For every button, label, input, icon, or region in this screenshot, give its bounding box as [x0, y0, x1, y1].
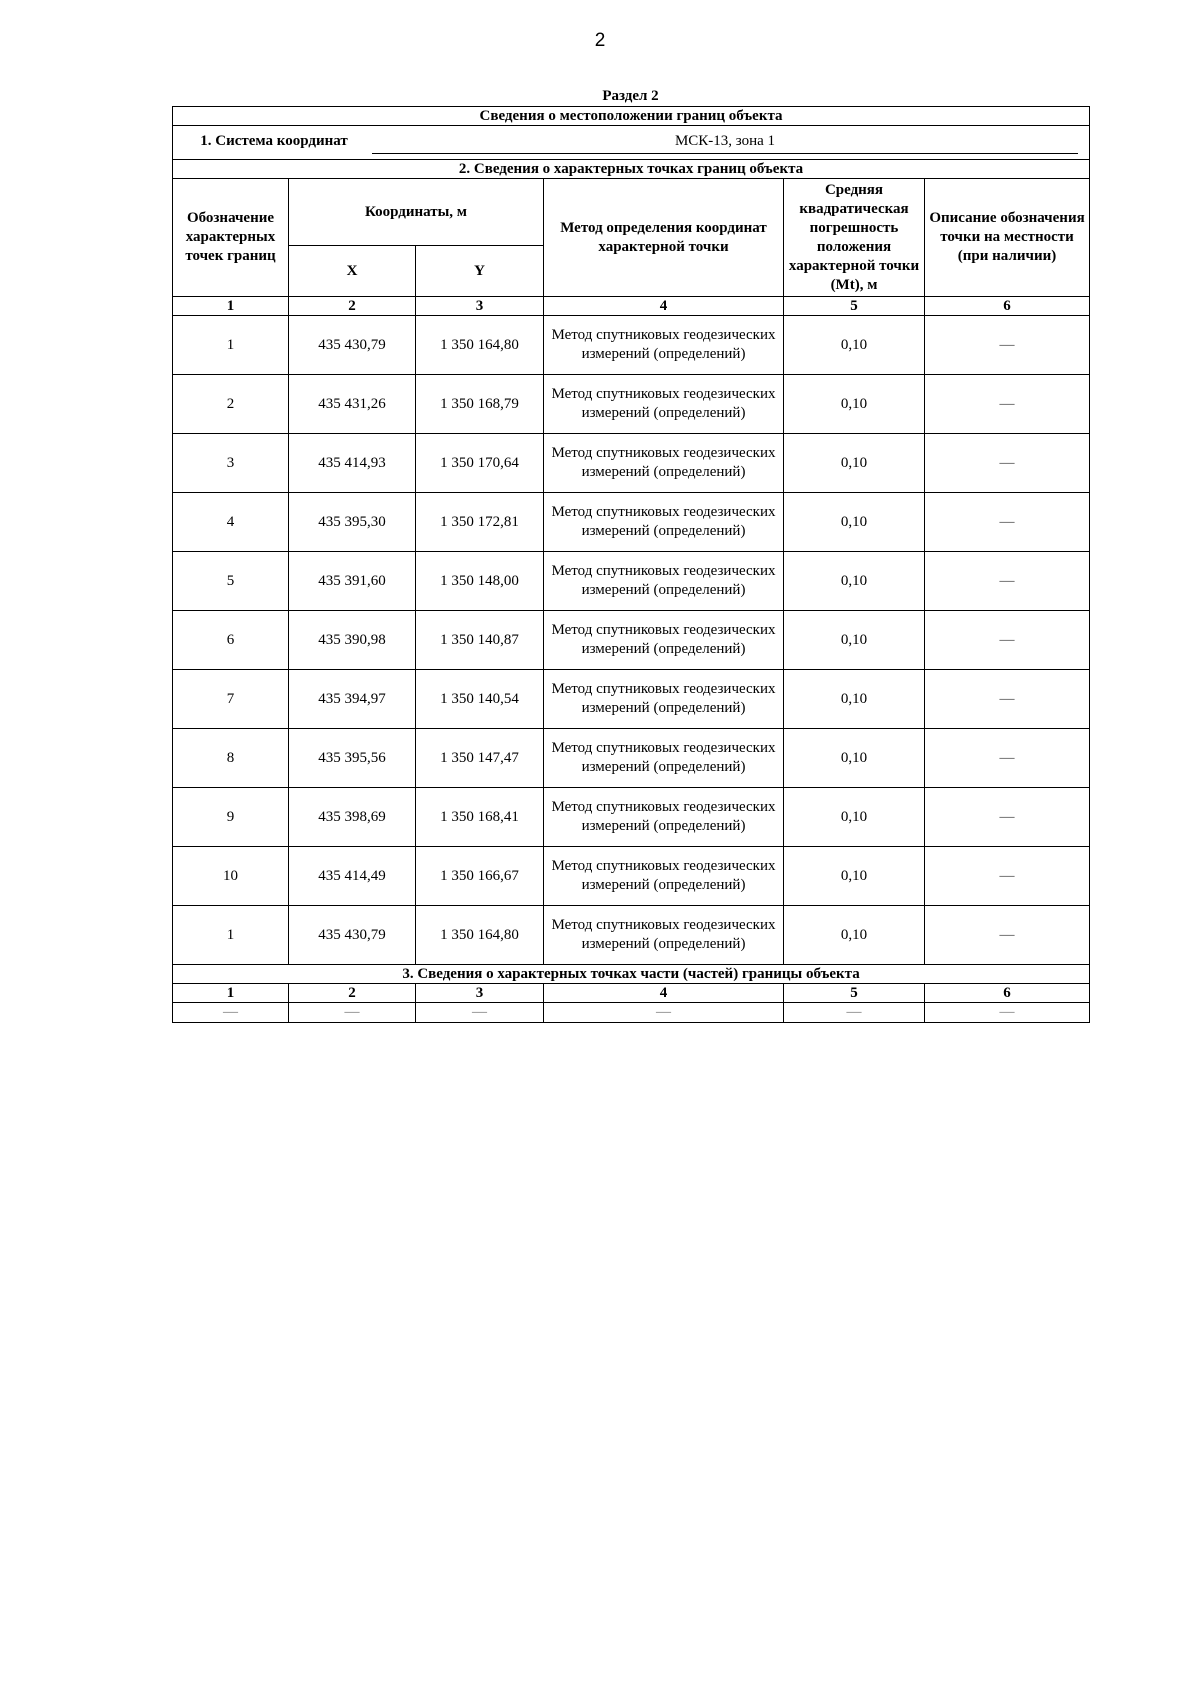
parts-column-numbers-row	[173, 984, 1090, 1003]
y-coordinate-cell: 1 350 166,67	[416, 847, 544, 906]
x-coordinate-cell: 435 395,56	[289, 729, 416, 788]
point-id-cell: 10	[173, 847, 289, 906]
page-number: 2	[594, 30, 606, 51]
error-cell: 0,10	[784, 670, 925, 729]
parts-band: 3. Сведения о характерных точках части (частей) границы объекта	[173, 965, 1090, 984]
y-coordinate-cell: 1 350 140,54	[416, 670, 544, 729]
method-cell: Метод спутниковых геодезических измерений (определений)	[544, 670, 784, 729]
column-number: 5	[784, 297, 925, 316]
x-coordinate-cell: 435 430,79	[289, 316, 416, 375]
method-cell: Метод спутниковых геодезических измерений (определений)	[544, 552, 784, 611]
header-coordinates: Координаты, м	[289, 179, 544, 246]
method-cell: Метод спутниковых геодезических измерений (определений)	[544, 316, 784, 375]
table-row	[173, 729, 1090, 788]
x-coordinate-cell: 435 391,60	[289, 552, 416, 611]
header-designation: Обозначение характерных точек границ	[173, 179, 289, 297]
description-cell: —	[925, 906, 1090, 965]
empty-cell: —	[544, 1003, 784, 1023]
empty-cell: —	[173, 1003, 289, 1023]
column-number: 2	[289, 297, 416, 316]
column-number: 3	[416, 984, 544, 1003]
point-id-cell: 1	[173, 906, 289, 965]
x-coordinate-cell: 435 394,97	[289, 670, 416, 729]
y-coordinate-cell: 1 350 168,79	[416, 375, 544, 434]
error-cell: 0,10	[784, 552, 925, 611]
method-cell: Метод спутниковых геодезических измерений (определений)	[544, 847, 784, 906]
error-cell: 0,10	[784, 493, 925, 552]
point-id-cell: 1	[173, 316, 289, 375]
error-cell: 0,10	[784, 611, 925, 670]
column-numbers-row	[173, 297, 1090, 316]
point-id-cell: 2	[173, 375, 289, 434]
point-id-cell: 9	[173, 788, 289, 847]
coordinate-system-label: 1. Система координат	[200, 133, 348, 149]
column-number: 4	[544, 984, 784, 1003]
point-id-cell: 3	[173, 434, 289, 493]
x-coordinate-cell: 435 414,93	[289, 434, 416, 493]
description-cell: —	[925, 788, 1090, 847]
y-coordinate-cell: 1 350 172,81	[416, 493, 544, 552]
method-cell: Метод спутниковых геодезических измерений (определений)	[544, 611, 784, 670]
x-coordinate-cell: 435 414,49	[289, 847, 416, 906]
column-number: 5	[784, 984, 925, 1003]
column-number: 4	[544, 297, 784, 316]
error-cell: 0,10	[784, 729, 925, 788]
header-description: Описание обозначения точки на местности (при наличии)	[925, 179, 1090, 297]
method-cell: Метод спутниковых геодезических измерений (определений)	[544, 434, 784, 493]
method-cell: Метод спутниковых геодезических измерений (определений)	[544, 375, 784, 434]
column-number: 6	[925, 984, 1090, 1003]
point-id-cell: 6	[173, 611, 289, 670]
column-number: 2	[289, 984, 416, 1003]
y-coordinate-cell: 1 350 140,87	[416, 611, 544, 670]
table-row	[173, 434, 1090, 493]
table-row	[173, 375, 1090, 434]
column-number: 1	[173, 984, 289, 1003]
table-row	[173, 611, 1090, 670]
point-id-cell: 4	[173, 493, 289, 552]
coordinate-system-cell	[173, 126, 1090, 160]
table-row	[173, 670, 1090, 729]
error-cell: 0,10	[784, 375, 925, 434]
points-band: 2. Сведения о характерных точках границ объекта	[173, 160, 1090, 179]
x-coordinate-cell: 435 395,30	[289, 493, 416, 552]
y-coordinate-cell: 1 350 170,64	[416, 434, 544, 493]
y-coordinate-cell: 1 350 164,80	[416, 906, 544, 965]
method-cell: Метод спутниковых геодезических измерений (определений)	[544, 493, 784, 552]
error-cell: 0,10	[784, 847, 925, 906]
description-cell: —	[925, 611, 1090, 670]
x-coordinate-cell: 435 431,26	[289, 375, 416, 434]
point-id-cell: 7	[173, 670, 289, 729]
method-cell: Метод спутниковых геодезических измерений (определений)	[544, 788, 784, 847]
header-x: X	[289, 246, 416, 297]
point-id-cell: 8	[173, 729, 289, 788]
error-cell: 0,10	[784, 788, 925, 847]
error-cell: 0,10	[784, 434, 925, 493]
parts-empty-row	[173, 1003, 1090, 1023]
coordinate-system-value: МСК-13, зона 1	[372, 132, 1078, 154]
table-row	[173, 847, 1090, 906]
header-y: Y	[416, 246, 544, 297]
empty-cell: —	[925, 1003, 1090, 1023]
x-coordinate-cell: 435 398,69	[289, 788, 416, 847]
boundary-table	[172, 106, 1090, 1023]
point-id-cell: 5	[173, 552, 289, 611]
y-coordinate-cell: 1 350 148,00	[416, 552, 544, 611]
description-cell: —	[925, 552, 1090, 611]
y-coordinate-cell: 1 350 164,80	[416, 316, 544, 375]
method-cell: Метод спутниковых геодезических измерений (определений)	[544, 906, 784, 965]
description-cell: —	[925, 729, 1090, 788]
description-cell: —	[925, 670, 1090, 729]
empty-cell: —	[416, 1003, 544, 1023]
section-title: Раздел 2	[602, 88, 659, 104]
description-cell: —	[925, 847, 1090, 906]
table-row	[173, 493, 1090, 552]
description-cell: —	[925, 493, 1090, 552]
y-coordinate-cell: 1 350 147,47	[416, 729, 544, 788]
table-row	[173, 552, 1090, 611]
empty-cell: —	[289, 1003, 416, 1023]
y-coordinate-cell: 1 350 168,41	[416, 788, 544, 847]
table-row	[173, 906, 1090, 965]
empty-cell: —	[784, 1003, 925, 1023]
table-row	[173, 316, 1090, 375]
description-cell: —	[925, 375, 1090, 434]
description-cell: —	[925, 434, 1090, 493]
location-band: Сведения о местоположении границ объекта	[173, 107, 1090, 126]
error-cell: 0,10	[784, 906, 925, 965]
error-cell: 0,10	[784, 316, 925, 375]
header-error: Средняя квадратическая погрешность положения характерной точки (Mt), м	[784, 179, 925, 297]
x-coordinate-cell: 435 390,98	[289, 611, 416, 670]
table-row	[173, 788, 1090, 847]
x-coordinate-cell: 435 430,79	[289, 906, 416, 965]
description-cell: —	[925, 316, 1090, 375]
column-number: 3	[416, 297, 544, 316]
header-method: Метод определения координат характерной точки	[544, 179, 784, 297]
column-number: 6	[925, 297, 1090, 316]
column-number: 1	[173, 297, 289, 316]
method-cell: Метод спутниковых геодезических измерений (определений)	[544, 729, 784, 788]
